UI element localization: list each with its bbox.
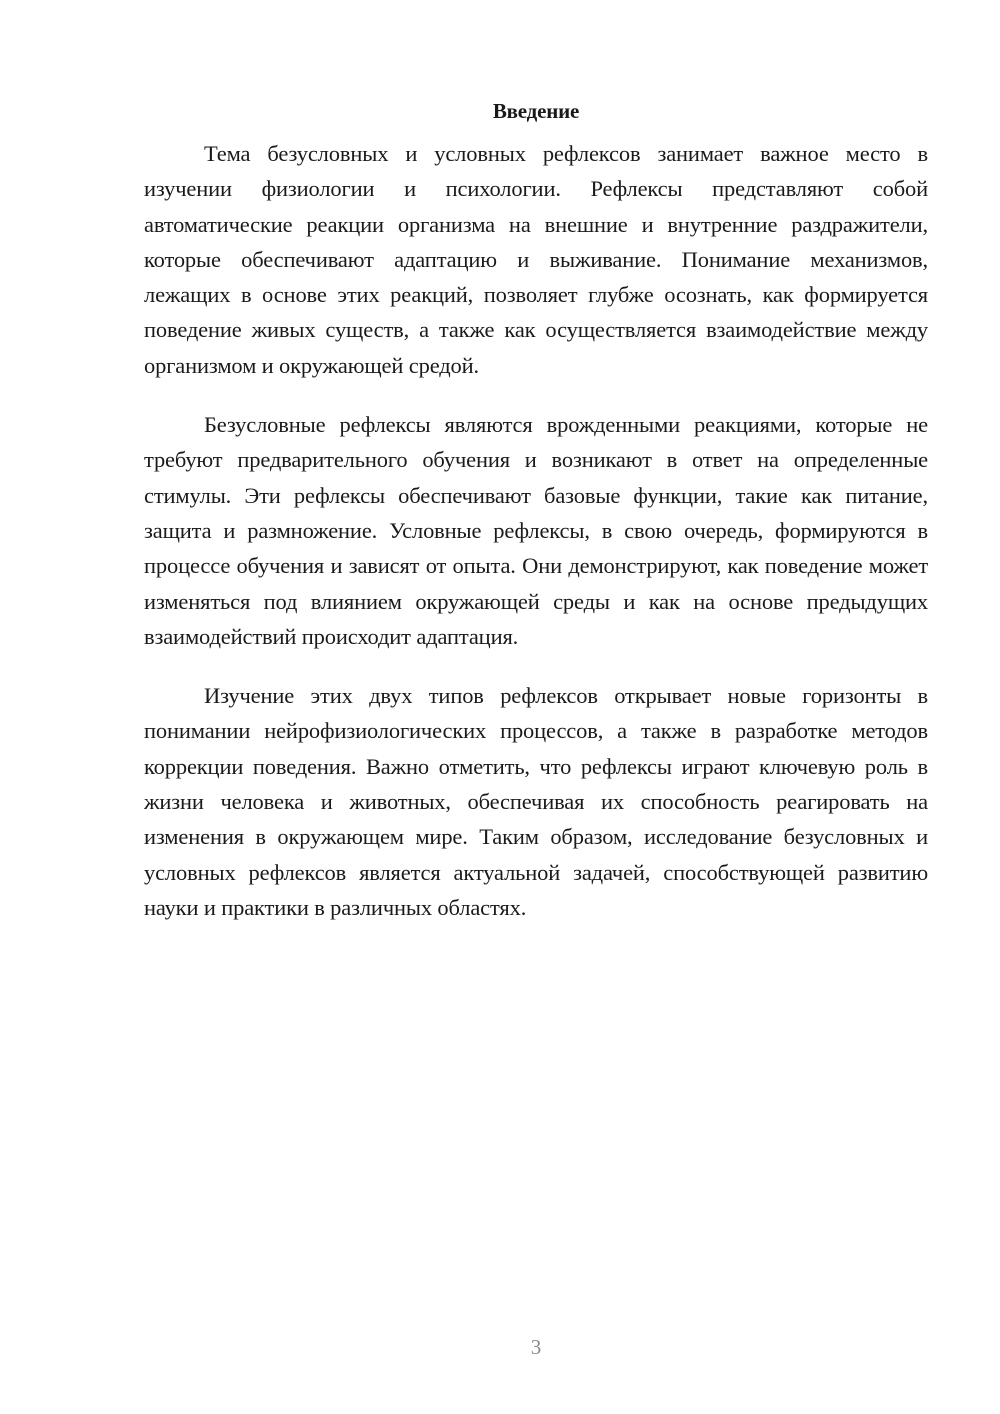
paragraph-3: Изучение этих двух типов рефлексов открывает новые горизонты в понимании нейрофизиологических процессов, а также в разработке методов коррекции поведения. Важно отметить, что рефлексы играют ключевую роль в жизни человека и животных, обеспечивая их способность реагировать на изменения в окружающем мире. Таким образом, исследование безусловных и условных рефлексов является актуальной задачей, способствующей развитию науки и практики в различных областях. (144, 683, 928, 920)
page-number: 3 (530, 1335, 542, 1359)
paragraph-1: Тема безусловных и условных рефлексов занимает важное место в изучении физиологии и психологии. Рефлексы представляют собой автоматические реакции организма на внешние и внутренние раздражители, которые обеспечивают адаптацию и выживание. Понимание механизмов, лежащих в основе этих реакций, позволяет глубже осознать, как формируется поведение живых существ, а также как осуществляется взаимодействие между организмом и окружающей средой. (144, 141, 928, 378)
document-body (144, 96, 928, 949)
paragraph-2: Безусловные рефлексы являются врожденными реакциями, которые не требуют предварительного обучения и возникают в ответ на определенные стимулы. Эти рефлексы обеспечивают базовые функции, такие как питание, защита и размножение. Условные рефлексы, в свою очередь, формируются в процессе обучения и зависят от опыта. Они демонстрируют, как поведение может изменяться под влиянием окружающей среды и как на основе предыдущих взаимодействий происходит адаптация. (144, 412, 928, 649)
section-heading: Введение (492, 99, 580, 123)
